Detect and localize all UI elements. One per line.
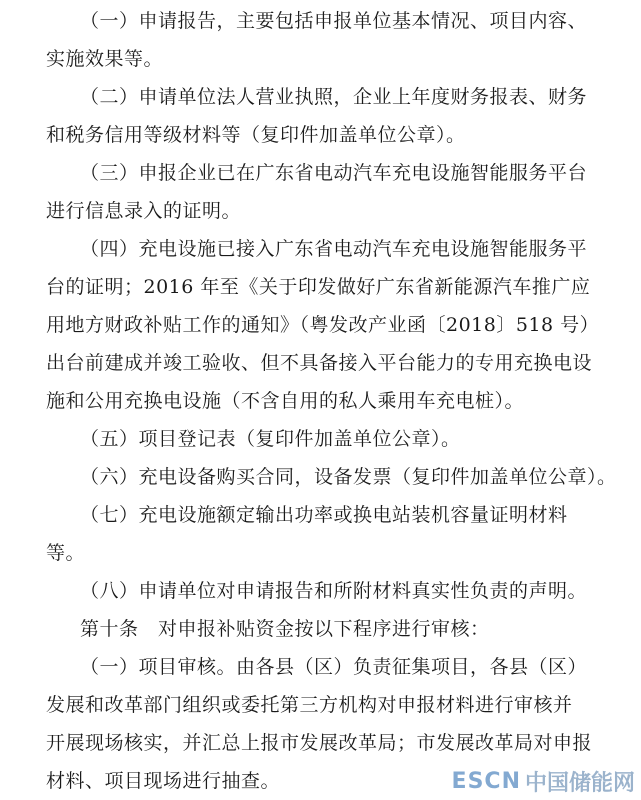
text-line-21: 材料、项目现场进行抽查。 [46, 770, 281, 792]
text-line-10: 出台前建成并竣工验收、但不具备接入平台能力的专用充换电设 [46, 352, 593, 374]
watermark-cjk-text: 中国储能网 [524, 770, 635, 796]
section-heading-article-10: 第十条 对申报补贴资金按以下程序进行审核： [80, 618, 490, 640]
text-line-11: 施和公用充换电设施（不含自用的私人乘用车充电桩）。 [46, 390, 525, 412]
text-line-5: （三）申报企业已在广东省电动汽车充电设施智能服务平台 [80, 162, 588, 184]
site-watermark-logo [452, 766, 635, 796]
text-line-16: （八）申请单位对申请报告和所附材料真实性负责的声明。 [80, 580, 588, 602]
text-line-14: （七）充电设施额定输出功率或换电站装机容量证明材料 [80, 504, 568, 526]
text-line-2: 实施效果等。 [46, 48, 164, 70]
text-line-15: 等。 [46, 542, 86, 564]
text-line-13: （六）充电设备购买合同，设备发票（复印件加盖单位公章）。 [80, 466, 617, 488]
text-line-12: （五）项目登记表（复印件加盖单位公章）。 [80, 428, 461, 450]
text-line-20: 开展现场核实，并汇总上报市发展改革局；市发展改革局对申报 [46, 732, 593, 754]
text-line-6: 进行信息录入的证明。 [46, 200, 242, 222]
text-line-8: 台的证明；2016 年至《关于印发做好广东省新能源汽车推广应 [46, 276, 591, 298]
text-line-9: 用地方财政补贴工作的通知》（粤发改产业函〔2018〕518 号） [46, 314, 600, 336]
text-line-7: （四）充电设施已接入广东省电动汽车充电设施智能服务平 [80, 238, 588, 260]
watermark-latin-text: ESCN [451, 768, 521, 794]
text-line-1: （一）申请报告，主要包括申报单位基本情况、项目内容、 [80, 10, 588, 32]
text-line-18: （一）项目审核。由各县（区）负责征集项目，各县（区） [80, 656, 588, 678]
text-line-4: 和税务信用等级材料等（复印件加盖单位公章）。 [46, 124, 466, 146]
text-line-19: 发展和改革部门组织或委托第三方机构对申报材料进行审核并 [46, 694, 573, 716]
text-line-3: （二）申请单位法人营业执照，企业上年度财务报表、财务 [80, 86, 588, 108]
